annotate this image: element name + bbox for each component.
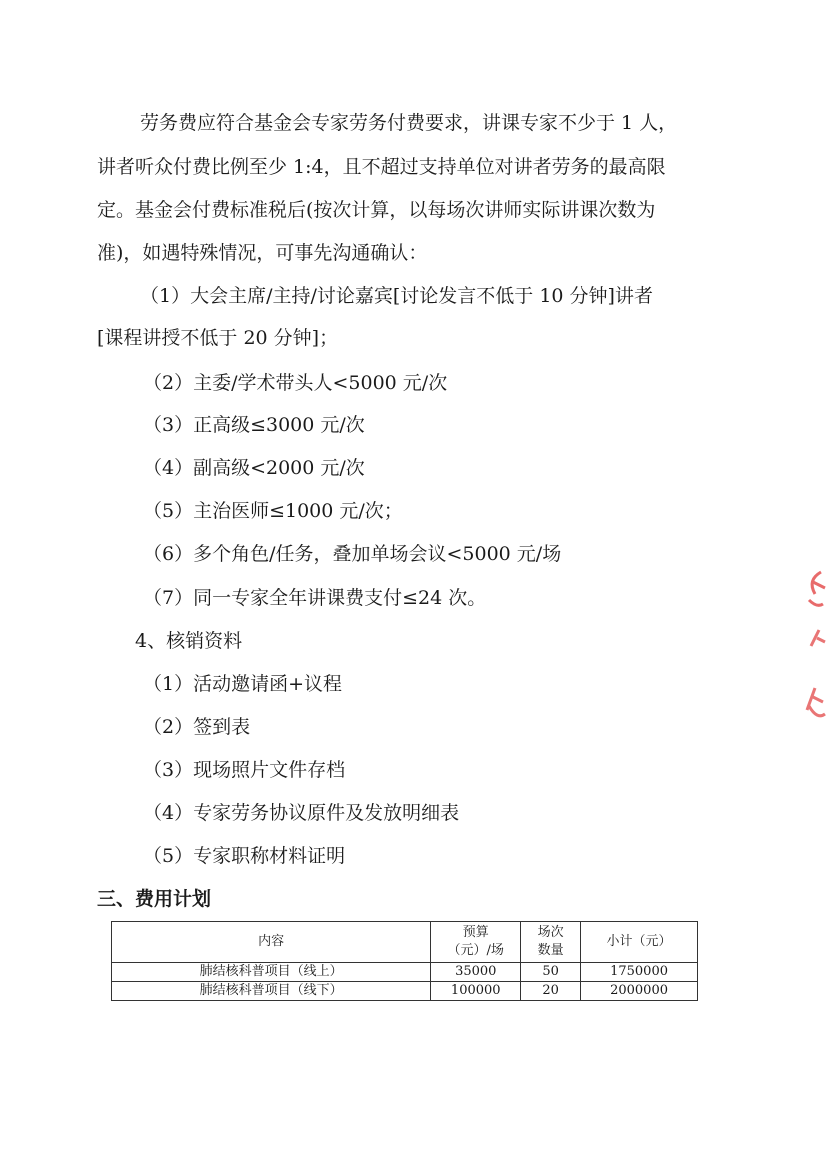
header-budget-line1: 预算: [462, 925, 489, 940]
section4-item-1: （1）活动邀请函+议程: [143, 673, 343, 695]
cell-subtotal: 1750000: [581, 963, 698, 982]
fee-item-3: （3）正高级≤3000 元/次: [143, 414, 365, 436]
section4-title: 4、核销资料: [135, 630, 243, 652]
header-subtotal: 小计（元）: [581, 922, 698, 963]
fee-item-5: （5）主治医师≤1000 元/次；: [143, 500, 403, 522]
fee-item-4: （4）副高级<2000 元/次: [143, 457, 365, 479]
fee-item-7: （7）同一专家全年讲课费支付≤24 次。: [143, 587, 487, 609]
section4-item-2: （2）签到表: [143, 716, 251, 738]
section4-item-3: （3）现场照片文件存档: [143, 759, 346, 781]
cell-sessions: 20: [521, 982, 581, 1001]
header-content: 内容: [112, 922, 431, 963]
cell-content: 肺结核科普项目（线下）: [112, 982, 431, 1001]
fee-item-2: （2）主委/学术带头人<5000 元/次: [143, 372, 448, 394]
cell-subtotal: 2000000: [581, 982, 698, 1001]
section3-title: 三、费用计划: [97, 888, 212, 910]
section4-item-5: （5）专家职称材料证明: [143, 845, 346, 867]
fee-item-1-continued: [课程讲授不低于 20 分钟]；: [97, 327, 339, 349]
body-paragraph-line-3: 定。基金会付费标准税后(按次计算，以每场次讲师实际讲课次数为: [97, 199, 656, 221]
cell-budget: 35000: [431, 963, 521, 982]
table-header-row: [112, 922, 698, 963]
header-budget-line2: （元）/场: [447, 943, 504, 958]
cell-sessions: 50: [521, 963, 581, 982]
table-row: [112, 982, 698, 1001]
body-paragraph-line-4: 准)，如遇特殊情况，可事先沟通确认：: [97, 242, 428, 264]
body-paragraph-line-2: 讲者听众付费比例至少 1:4，且不超过支持单位对讲者劳务的最高限: [97, 156, 666, 178]
header-sessions: [521, 922, 581, 963]
header-sessions-line2: 数量: [537, 943, 564, 958]
header-sessions-line1: 场次: [537, 925, 564, 940]
fee-item-1: （1）大会主席/主持/讨论嘉宾[讨论发言不低于 10 分钟]讲者: [140, 285, 653, 307]
cell-budget: 100000: [431, 982, 521, 1001]
fee-item-6: （6）多个角色/任务，叠加单场会议<5000 元/场: [143, 543, 562, 565]
body-paragraph-line-1: 劳务费应符合基金会专家劳务付费要求，讲课专家不少于 1 人，: [140, 112, 678, 134]
table-row: [112, 963, 698, 982]
seal-stamp-edge-icon: [797, 560, 827, 730]
cell-content: 肺结核科普项目（线上）: [112, 963, 431, 982]
header-budget: [431, 922, 521, 963]
cost-plan-table: [111, 921, 698, 1001]
section4-item-4: （4）专家劳务协议原件及发放明细表: [143, 802, 460, 824]
